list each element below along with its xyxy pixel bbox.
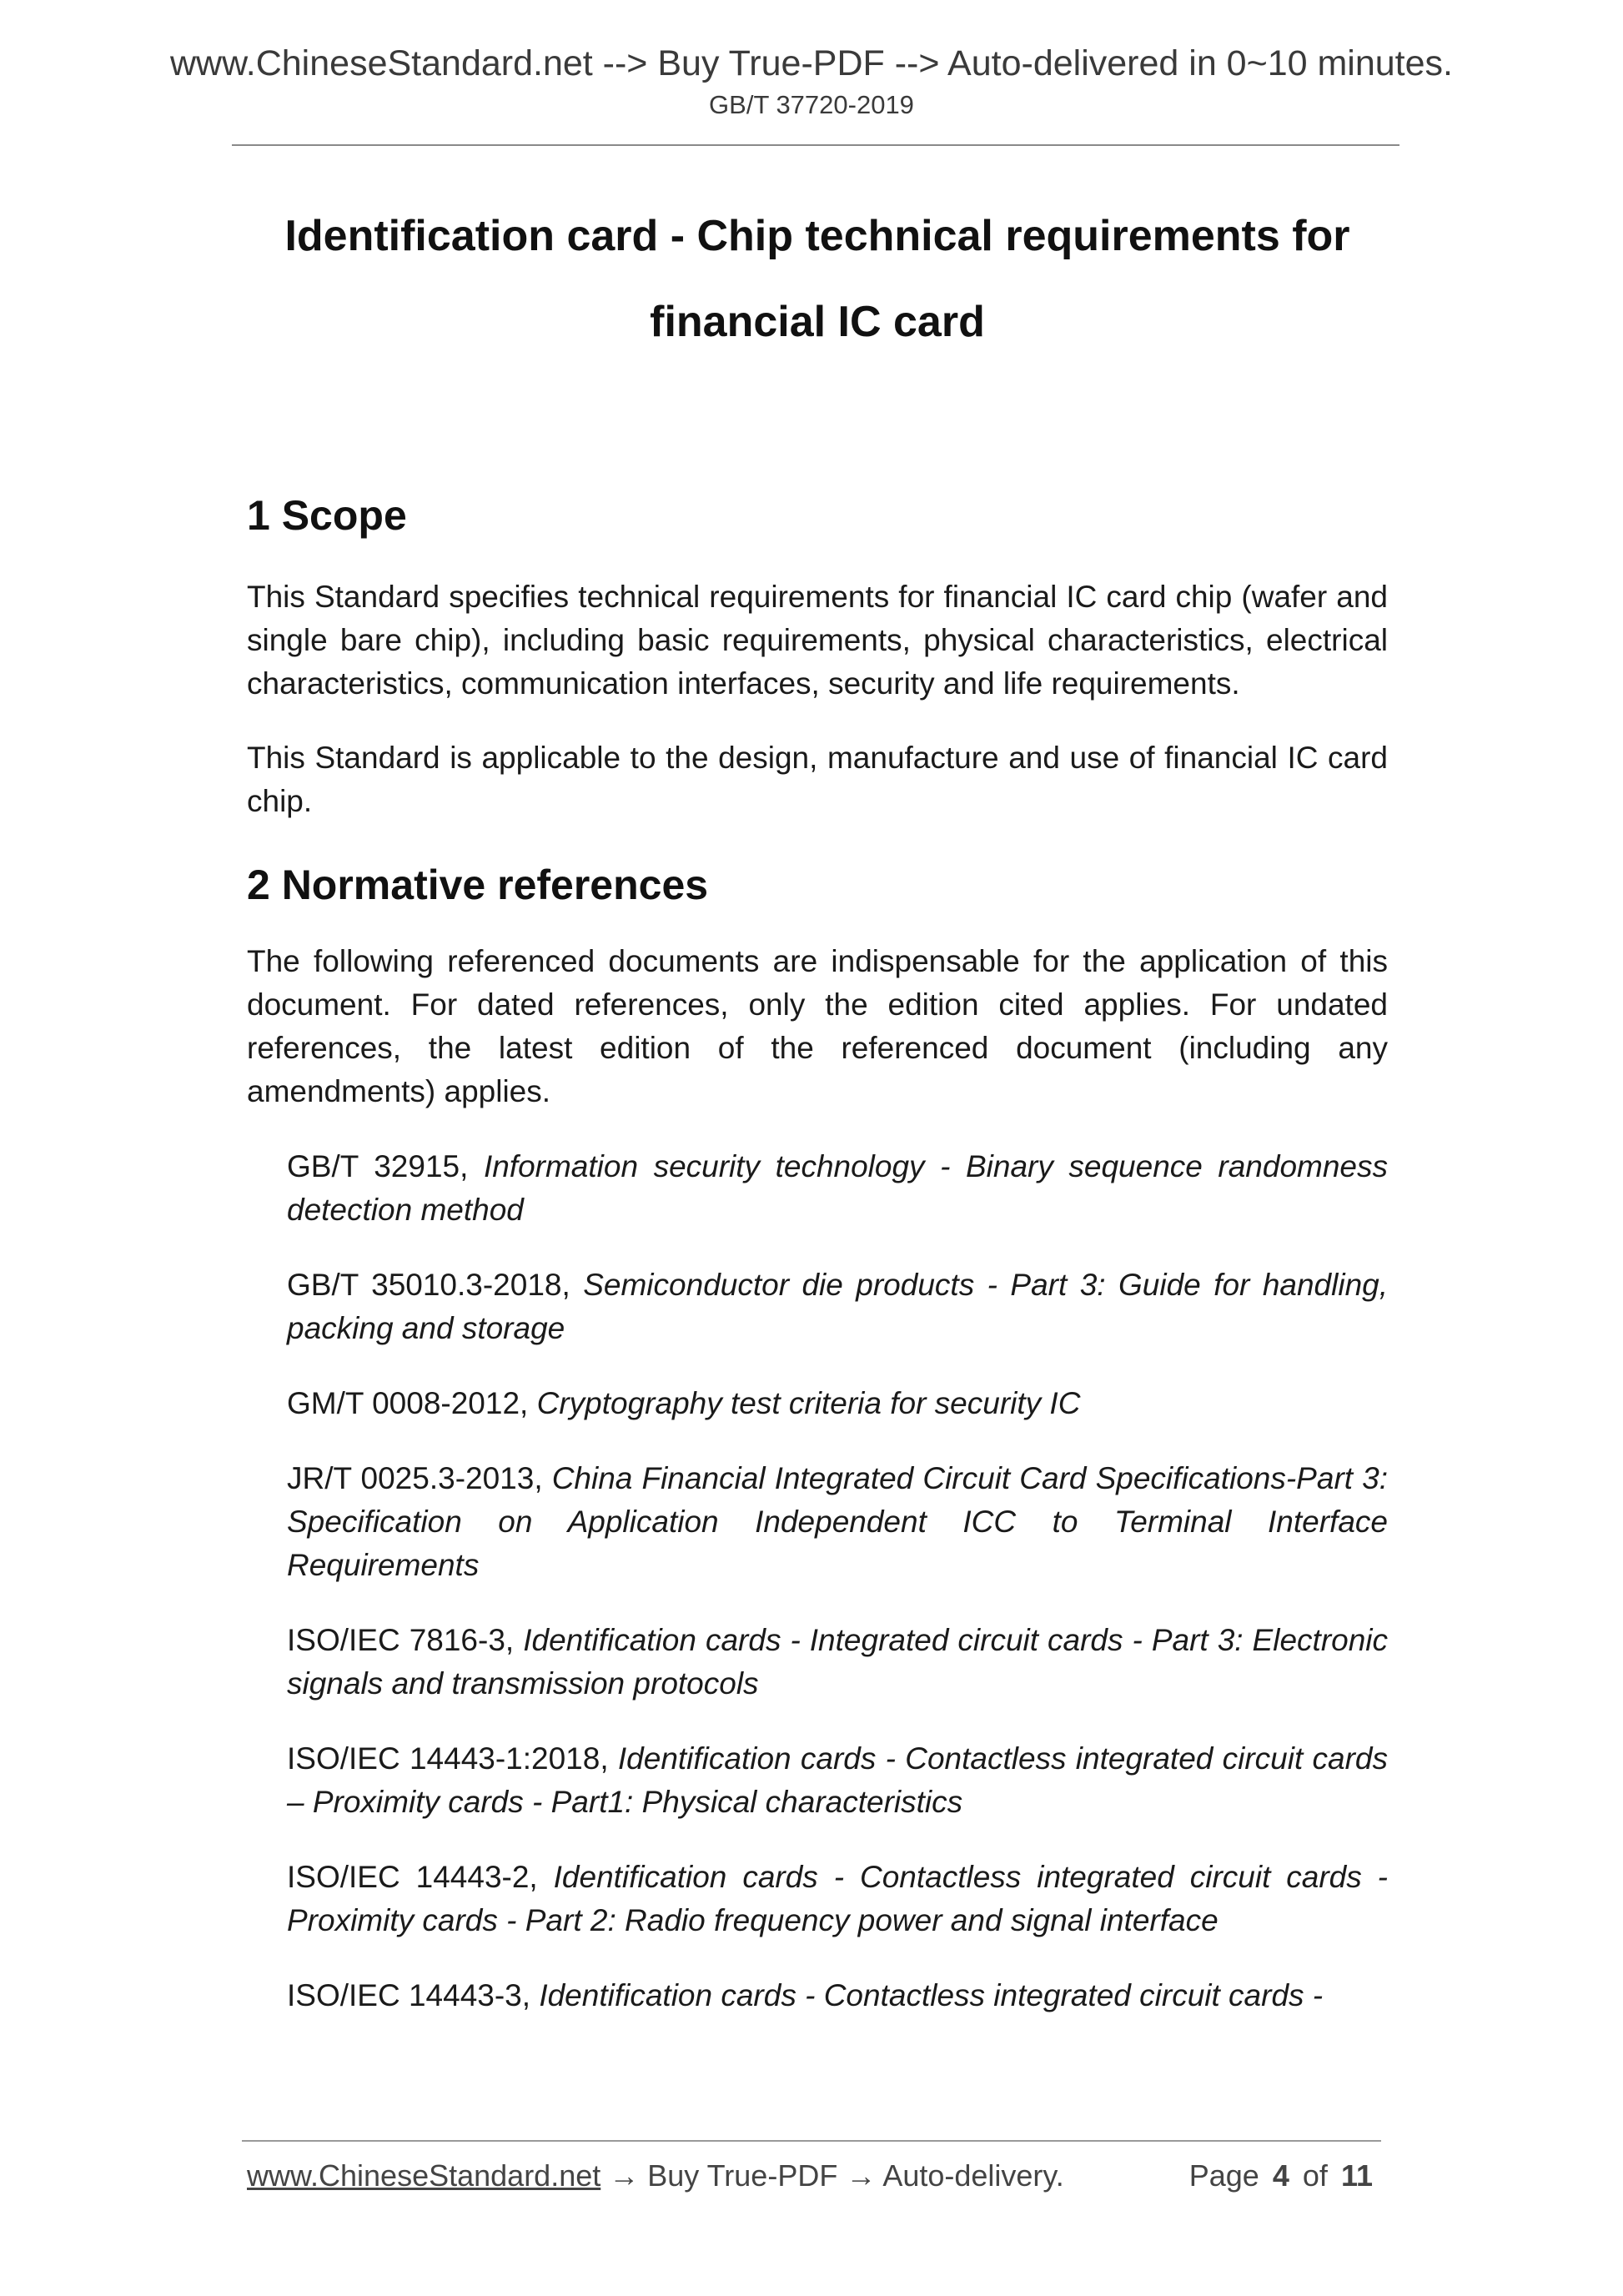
- reference-item: [287, 1264, 1388, 1350]
- reference-title: China Financial Integrated Circuit Card Specifications-Part 3: Specification on Application Independent ICC to Terminal Interface Requirements: [287, 1461, 1388, 1582]
- reference-code: ISO/IEC 14443-2,: [287, 1860, 538, 1894]
- reference-list: [287, 1145, 1388, 2017]
- document-title: [209, 193, 1426, 365]
- reference-item: [287, 1737, 1388, 1824]
- footer-promo: [247, 2158, 1064, 2193]
- document-body: [247, 477, 1388, 2017]
- reference-code: JR/T 0025.3-2013,: [287, 1461, 543, 1495]
- page-total: 11: [1340, 2158, 1373, 2193]
- reference-code: ISO/IEC 14443-3,: [287, 1978, 531, 2012]
- scope-paragraph-2: This Standard is applicable to the design, manufacture and use of financial IC card chip.: [247, 741, 1388, 818]
- reference-code: ISO/IEC 14443-1:2018,: [287, 1741, 609, 1776]
- reference-code: ISO/IEC 7816-3,: [287, 1623, 515, 1657]
- standard-number: GB/T 37720-2019: [709, 90, 914, 119]
- reference-code: GB/T 32915,: [287, 1149, 469, 1183]
- scope-paragraph-1: This Standard specifies technical requirements for financial IC card chip (wafer and single bare chip), including basic requirements, physical characteristics, electrical characteristics, communication interfaces, security and life requirements.: [247, 580, 1388, 701]
- footer-site-link[interactable]: www.ChineseStandard.net: [247, 2158, 601, 2193]
- reference-item: [287, 1457, 1388, 1587]
- document-title-line2: financial IC card: [650, 298, 985, 346]
- reference-item: [287, 1145, 1388, 1232]
- page-footer: [247, 2158, 1378, 2200]
- section-heading-normative-references: 2 Normative references: [247, 862, 709, 908]
- section-heading-scope: 1 Scope: [247, 492, 407, 539]
- document-title-line1: Identification card - Chip technical requirements for: [284, 212, 1350, 260]
- header-banner: www.ChineseStandard.net --> Buy True-PDF --> Auto-delivered in 0~10 minutes.: [169, 43, 1453, 83]
- reference-item: [287, 1974, 1388, 2017]
- reference-item: [287, 1619, 1388, 1706]
- reference-item: [287, 1382, 1388, 1425]
- footer-divider: [242, 2140, 1381, 2142]
- reference-item: [287, 1856, 1388, 1942]
- header-divider: [232, 144, 1399, 146]
- footer-promo-text: → Buy True-PDF → Auto-delivery.: [600, 2158, 1064, 2193]
- reference-title: Cryptography test criteria for security IC: [536, 1386, 1081, 1420]
- reference-title: Identification cards - Contactless integrated circuit cards – Proximity cards - Part1: Physical characteristics: [287, 1741, 1388, 1819]
- page-indicator: [1189, 2158, 1378, 2193]
- page-current: 4: [1272, 2158, 1289, 2193]
- reference-code: GB/T 35010.3-2018,: [287, 1268, 570, 1302]
- reference-code: GM/T 0008-2012,: [287, 1386, 529, 1420]
- page-label: Page: [1188, 2158, 1259, 2193]
- reference-title: Identification cards - Integrated circuit cards - Part 3: Electronic signals and transmission protocols: [287, 1623, 1389, 1701]
- reference-title: Identification cards - Contactless integrated circuit cards - Proximity cards - Part 2: Radio frequency power and signal interface: [287, 1860, 1389, 1937]
- reference-title: Information security technology - Binary sequence randomness detection method: [287, 1149, 1389, 1227]
- reference-title: Semiconductor die products - Part 3: Guide for handling, packing and storage: [287, 1268, 1389, 1345]
- page-of: of: [1302, 2158, 1328, 2193]
- normative-references-intro: The following referenced documents are indispensable for the application of this document. For dated references, only the edition cited applies. For undated references, the latest edition of the referenced document (including any amendments) applies.: [247, 944, 1388, 1108]
- reference-title: Identification cards - Contactless integrated circuit cards -: [539, 1978, 1324, 2012]
